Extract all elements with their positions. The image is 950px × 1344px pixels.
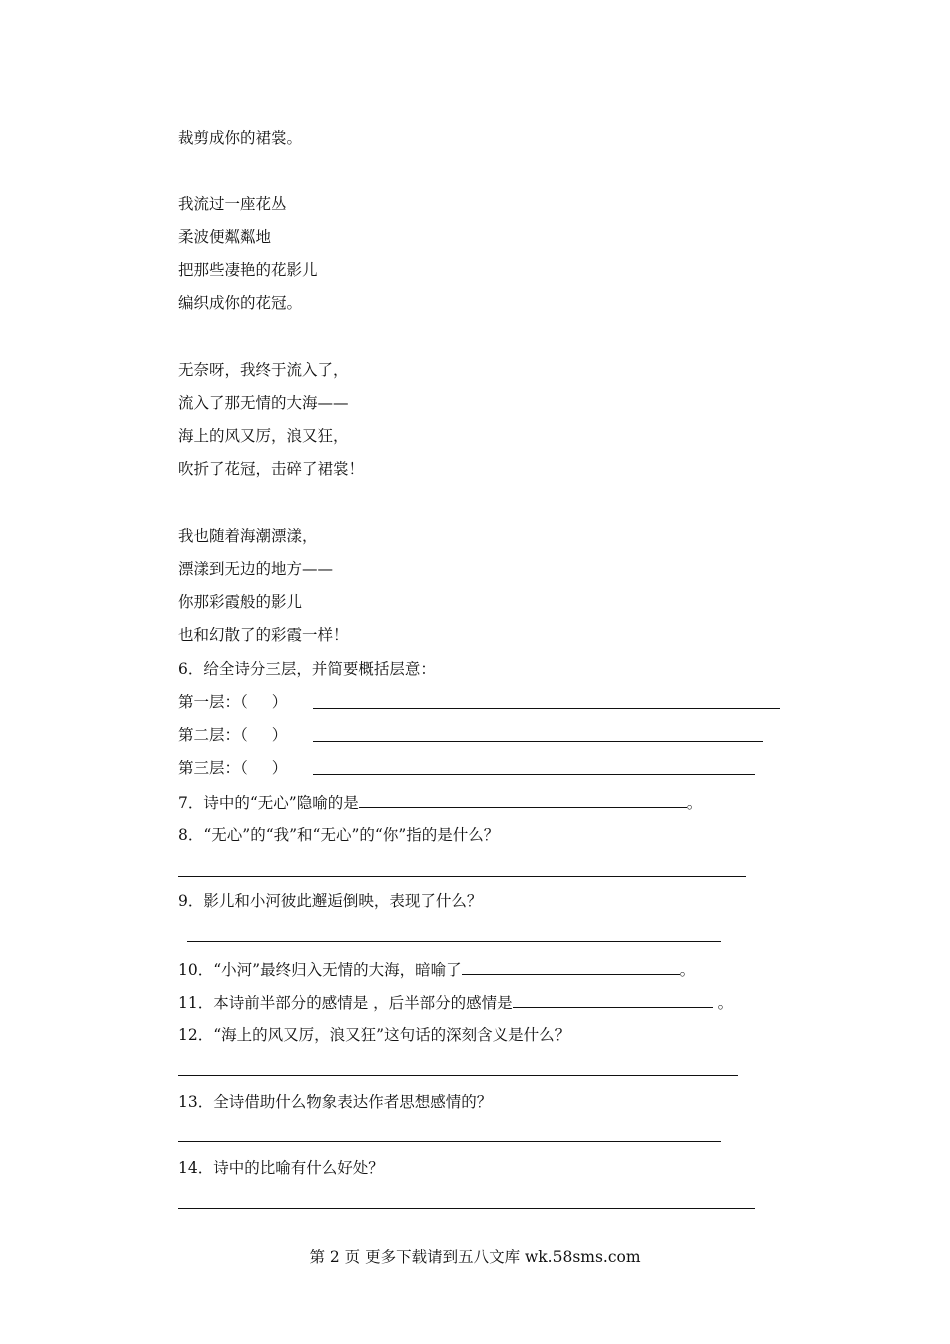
layer-2-row (178, 725, 287, 745)
question-11-end: 。 (712, 994, 734, 1012)
poem-line: 吹折了花冠，击碎了裙裳！ (178, 460, 365, 478)
poem-line: 流入了那无情的大海—— (178, 394, 349, 412)
question-13: 13．全诗借助什么物象表达作者思想感情的？ (178, 1093, 493, 1111)
answer-line-layer-2[interactable] (313, 741, 763, 742)
poem-line: 无奈呀，我终于流入了， (178, 361, 349, 379)
answer-blank-11[interactable] (513, 991, 713, 1008)
poem-line: 裁剪成你的裙裳。 (178, 129, 303, 147)
question-7-end: 。 (686, 794, 703, 812)
question-10 (178, 958, 695, 980)
answer-line-9[interactable] (187, 941, 721, 942)
answer-line-layer-1[interactable] (313, 708, 780, 709)
poem-line: 你那彩霞般的影儿 (178, 593, 303, 611)
poem-line: 我也随着海潮漂漾， (178, 527, 318, 545)
poem-line: 编织成你的花冠。 (178, 294, 303, 312)
question-9: 9．影儿和小河彼此邂逅倒映，表现了什么？ (178, 892, 483, 910)
question-6: 6．给全诗分三层，并简要概括层意： (178, 660, 436, 678)
poem-line: 柔波便粼粼地 (178, 228, 272, 246)
question-14: 14．诗中的比喻有什么好处？ (178, 1159, 384, 1177)
answer-line-12[interactable] (178, 1075, 738, 1076)
answer-line-13[interactable] (178, 1141, 721, 1142)
layer-2-label: 第二层：（ (178, 726, 248, 744)
answer-line-layer-3[interactable] (313, 774, 755, 775)
question-11 (178, 991, 733, 1013)
paren-close: ） (271, 726, 288, 744)
poem-line: 漂漾到无边的地方—— (178, 560, 334, 578)
answer-line-8[interactable] (178, 876, 746, 877)
layer-3-row (178, 758, 287, 778)
layer-3-label: 第三层：（ (178, 759, 248, 777)
poem-line: 海上的风又厉，浪又狂， (178, 427, 349, 445)
layer-1-row (178, 692, 287, 712)
layer-1-label: 第一层：（ (178, 693, 248, 711)
question-10-end: 。 (679, 961, 696, 979)
answer-blank-10[interactable] (462, 958, 680, 975)
paren-close: ） (271, 693, 288, 711)
page-footer: 第 2 页 更多下载请到五八文库 wk.58sms.com (309, 1248, 641, 1266)
question-7-text: 7．诗中的“无心”隐喻的是 (178, 794, 359, 812)
poem-line: 我流过一座花丛 (178, 195, 287, 213)
question-12: 12．“海上的风又厉，浪又狂”这句话的深刻含义是什么？ (178, 1026, 571, 1044)
answer-blank-7[interactable] (359, 791, 687, 808)
question-8: 8．“无心”的“我”和“无心”的“你”指的是什么？ (178, 826, 500, 844)
question-10-text: 10．“小河”最终归入无情的大海，暗喻了 (178, 961, 462, 979)
question-11-text: 11．本诗前半部分的感情是 ，后半部分的感情是 (178, 994, 513, 1012)
question-7 (178, 791, 702, 813)
poem-line: 把那些凄艳的花影儿 (178, 261, 318, 279)
answer-line-14[interactable] (178, 1208, 755, 1209)
paren-close: ） (271, 759, 288, 777)
poem-line: 也和幻散了的彩霞一样！ (178, 626, 349, 644)
